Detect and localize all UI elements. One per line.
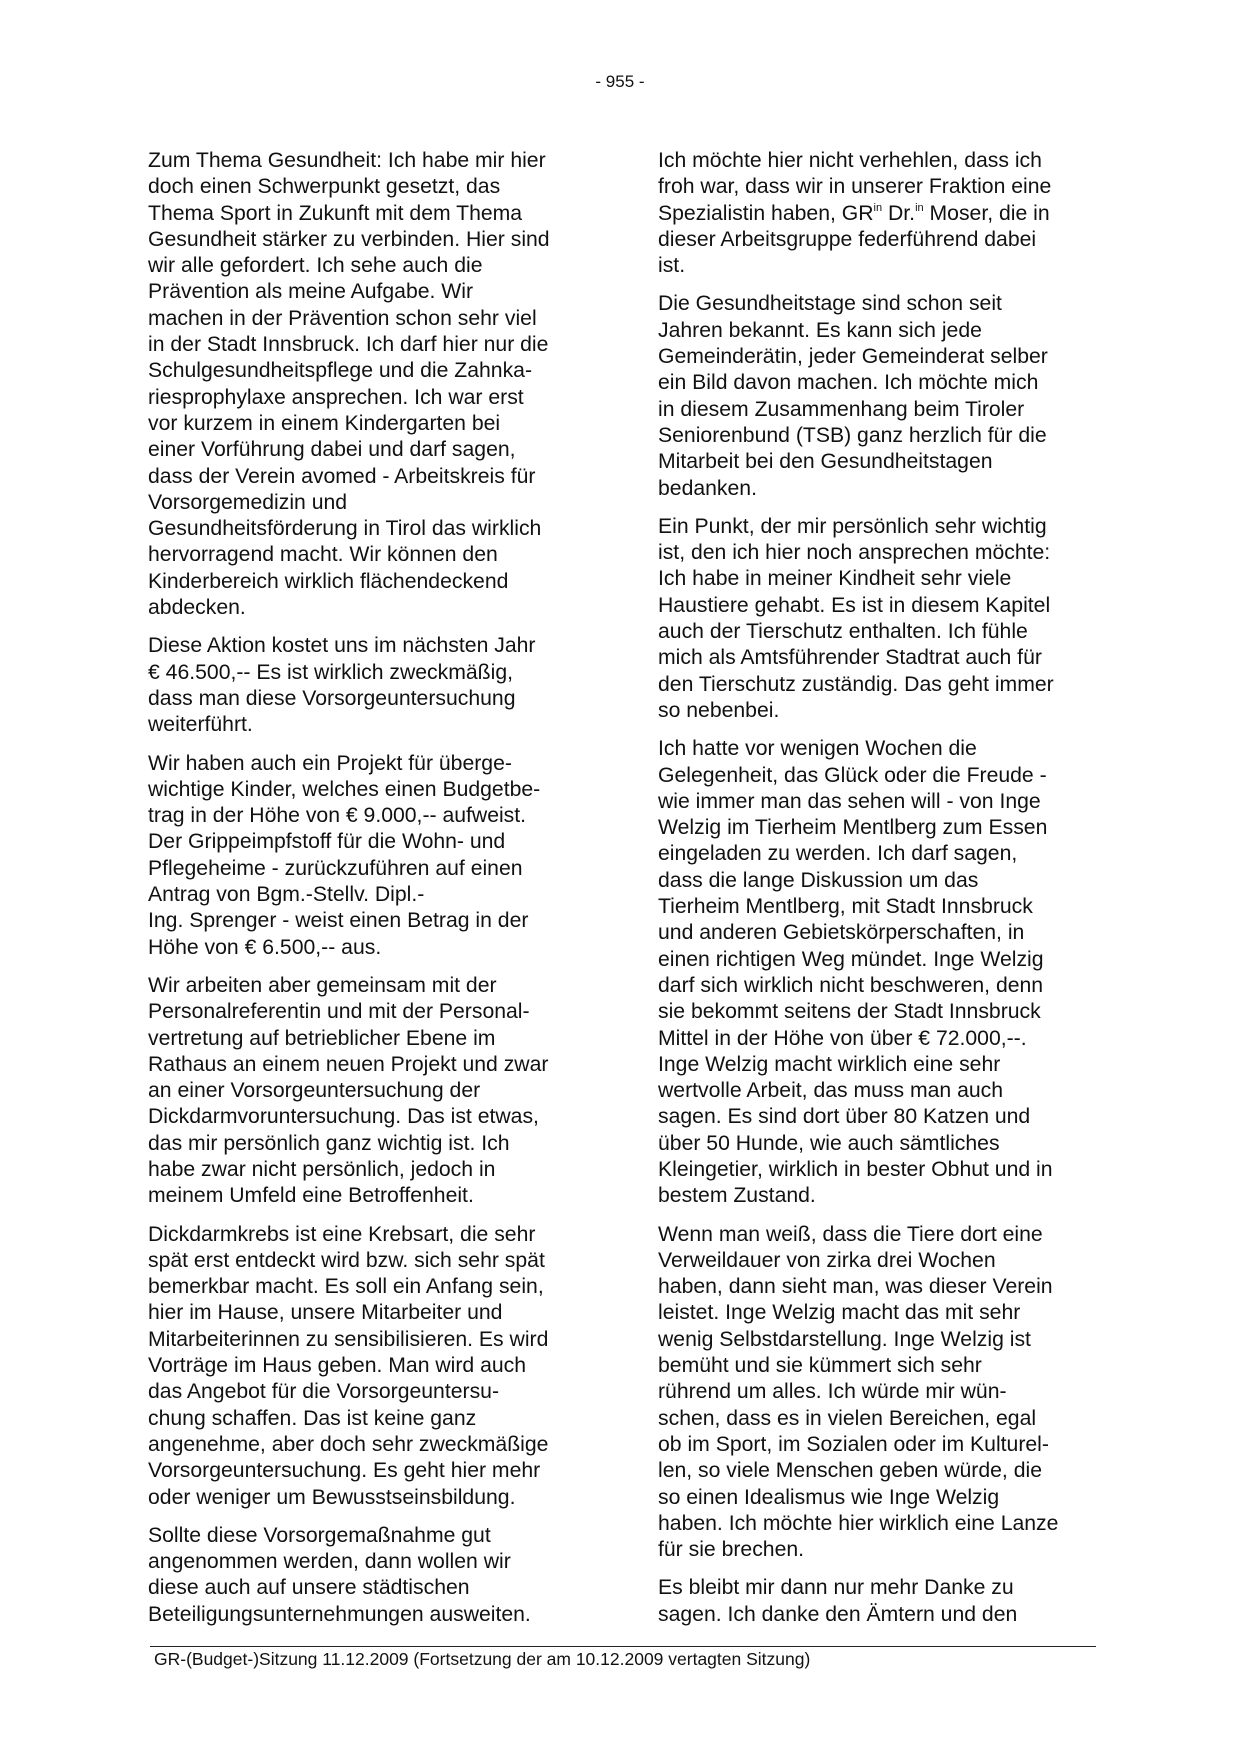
text-line: auch der Tierschutz enthalten. Ich fühle bbox=[658, 620, 1028, 644]
text-line: einen richtigen Weg mündet. Inge Welzig bbox=[658, 947, 1044, 971]
text-line: Rathaus an einem neuen Projekt und zwar bbox=[148, 1052, 549, 1076]
text-line: darf sich wirklich nicht beschweren, denn bbox=[658, 973, 1044, 997]
text-line bbox=[658, 201, 1094, 227]
text-line: mich als Amtsführender Stadtrat auch für bbox=[658, 646, 1042, 670]
text-line: sagen. Es sind dort über 80 Katzen und bbox=[658, 1105, 1031, 1129]
text-line: Welzig im Tierheim Mentlberg zum Essen bbox=[658, 816, 1048, 840]
text-line: das mir persönlich ganz wichtig ist. Ich bbox=[148, 1131, 510, 1155]
paragraph bbox=[658, 514, 1094, 724]
superscript: in bbox=[873, 201, 883, 214]
text-line: Antrag von Bgm.-Stellv. Dipl.- bbox=[148, 883, 425, 907]
text-line: Personalreferentin und mit der Personal- bbox=[148, 1000, 530, 1024]
text-line: Dickdarmvoruntersuchung. Das ist etwas, bbox=[148, 1105, 539, 1129]
text-line: Schulgesundheitspflege und die Zahnka- bbox=[148, 359, 533, 383]
text-line: riesprophylaxe ansprechen. Ich war erst bbox=[148, 385, 524, 409]
text-line: Gelegenheit, das Glück oder die Freude - bbox=[658, 763, 1047, 787]
text-line: ein Bild davon machen. Ich möchte mich bbox=[658, 371, 1039, 395]
text-line: habe zwar nicht persönlich, jedoch in bbox=[148, 1157, 496, 1181]
text-line: Verweildauer von zirka drei Wochen bbox=[658, 1248, 996, 1272]
text-line: den Tierschutz zuständig. Das geht immer bbox=[658, 672, 1054, 696]
paragraph bbox=[148, 973, 584, 1210]
text-line: Der Grippeimpfstoff für die Wohn- und bbox=[148, 830, 506, 854]
footer-text: GR-(Budget-)Sitzung 11.12.2009 (Fortsetzung der am 10.12.2009 vertagten Sitzung) bbox=[154, 1649, 811, 1669]
text-line: Ein Punkt, der mir persönlich sehr wichtig bbox=[658, 514, 1047, 538]
text-line: Die Gesundheitstage sind schon seit bbox=[658, 292, 1002, 316]
text-line: angenehme, aber doch sehr zweckmäßige bbox=[148, 1432, 549, 1456]
paragraph bbox=[658, 1222, 1094, 1564]
text-line: wichtige Kinder, welches einen Budgetbe- bbox=[148, 777, 541, 801]
paragraph bbox=[658, 148, 1094, 279]
text-line: hervorragend macht. Wir können den bbox=[148, 543, 498, 567]
superscript: in bbox=[915, 201, 924, 214]
text-line: dieser Arbeitsgruppe federführend dabei bbox=[658, 227, 1037, 251]
text-line: Wir haben auch ein Projekt für überge- bbox=[148, 751, 512, 775]
text-line: rührend um alles. Ich würde mir wün- bbox=[658, 1380, 1007, 1404]
text-line: abdecken. bbox=[148, 596, 246, 620]
paragraph bbox=[148, 751, 584, 961]
text-fragment: Moser, die in bbox=[923, 201, 1050, 225]
text-line: wertvolle Arbeit, das muss man auch bbox=[658, 1079, 1004, 1103]
text-fragment: Spezialistin haben, GR bbox=[658, 201, 874, 225]
text-line: bedanken. bbox=[658, 476, 757, 500]
text-line: so nebenbei. bbox=[658, 698, 780, 722]
text-line: und anderen Gebietskörperschaften, in bbox=[658, 921, 1025, 945]
text-line: so einen Idealismus wie Inge Welzig bbox=[658, 1485, 1000, 1509]
text-line: leistet. Inge Welzig macht das mit sehr bbox=[658, 1301, 1021, 1325]
text-line: Vorsorgemedizin und bbox=[148, 490, 348, 514]
text-line: oder weniger um Bewusstseinsbildung. bbox=[148, 1485, 516, 1509]
text-line: sagen. Ich danke den Ämtern und den bbox=[658, 1602, 1018, 1626]
text-line: ist, den ich hier noch ansprechen möchte: bbox=[658, 541, 1051, 565]
text-line: bestem Zustand. bbox=[658, 1184, 816, 1208]
text-line: weiterführt. bbox=[148, 713, 253, 737]
text-line: Inge Welzig macht wirklich eine sehr bbox=[658, 1052, 1001, 1076]
text-line: Prävention als meine Aufgabe. Wir bbox=[148, 280, 474, 304]
text-line: Wenn man weiß, dass die Tiere dort eine bbox=[658, 1222, 1043, 1246]
text-line: haben. Ich möchte hier wirklich eine Lanze bbox=[658, 1511, 1059, 1535]
text-line: spät erst entdeckt wird bzw. sich sehr spät bbox=[148, 1248, 545, 1272]
paragraph bbox=[658, 1575, 1094, 1628]
text-line: in der Stadt Innsbruck. Ich darf hier nur die bbox=[148, 333, 549, 357]
text-line: Seniorenbund (TSB) ganz herzlich für die bbox=[658, 423, 1047, 447]
text-line: wie immer man das sehen will - von Inge bbox=[658, 789, 1041, 813]
text-line: bemerkbar macht. Es soll ein Anfang sein, bbox=[148, 1275, 544, 1299]
page-number: - 955 - bbox=[595, 72, 645, 91]
text-line: Höhe von € 6.500,-- aus. bbox=[148, 935, 382, 959]
text-line: dass die lange Diskussion um das bbox=[658, 868, 979, 892]
text-line: dass man diese Vorsorgeuntersuchung bbox=[148, 686, 516, 710]
text-line: diese auch auf unsere städtischen bbox=[148, 1576, 470, 1600]
text-line: doch einen Schwerpunkt gesetzt, das bbox=[148, 175, 501, 199]
text-line: € 46.500,-- Es ist wirklich zweckmäßig, bbox=[148, 660, 513, 684]
paragraph bbox=[658, 736, 1094, 1209]
right-column bbox=[658, 148, 1094, 1640]
text-line: Gesundheit stärker zu verbinden. Hier sind bbox=[148, 227, 550, 251]
text-line: Sollte diese Vorsorgemaßnahme gut bbox=[148, 1523, 491, 1547]
text-line: das Angebot für die Vorsorgeuntersu- bbox=[148, 1380, 499, 1404]
text-line: wir alle gefordert. Ich sehe auch die bbox=[148, 254, 483, 278]
text-line: Es bleibt mir dann nur mehr Danke zu bbox=[658, 1576, 1014, 1600]
text-line: meinem Umfeld eine Betroffenheit. bbox=[148, 1184, 474, 1208]
text-line: len, so viele Menschen geben würde, die bbox=[658, 1459, 1042, 1483]
text-line: Ich habe in meiner Kindheit sehr viele bbox=[658, 567, 1012, 591]
text-line: Ing. Sprenger - weist einen Betrag in der bbox=[148, 909, 529, 933]
text-line: Mitarbeit bei den Gesundheitstagen bbox=[658, 450, 993, 474]
text-line: Jahren bekannt. Es kann sich jede bbox=[658, 318, 982, 342]
left-column bbox=[148, 148, 584, 1640]
text-line: ob im Sport, im Sozialen oder im Kulturel- bbox=[658, 1432, 1049, 1456]
footer-divider bbox=[150, 1646, 1096, 1647]
paragraph bbox=[148, 1222, 584, 1511]
text-line: in diesem Zusammenhang beim Tiroler bbox=[658, 397, 1025, 421]
text-line: angenommen werden, dann wollen wir bbox=[148, 1550, 511, 1574]
text-line: Beteiligungsunternehmungen ausweiten. bbox=[148, 1602, 531, 1626]
text-line: Vorträge im Haus geben. Man wird auch bbox=[148, 1354, 527, 1378]
text-line: Kleingetier, wirklich in bester Obhut und in bbox=[658, 1157, 1053, 1181]
text-line: sie bekommt seitens der Stadt Innsbruck bbox=[658, 1000, 1041, 1024]
right-column-body bbox=[658, 291, 1094, 1628]
text-fragment: Dr. bbox=[882, 201, 916, 225]
paragraph bbox=[658, 291, 1094, 501]
text-line: an einer Vorsorgeuntersuchung der bbox=[148, 1079, 481, 1103]
text-line: wenig Selbstdarstellung. Inge Welzig ist bbox=[658, 1327, 1031, 1351]
text-line: dass der Verein avomed - Arbeitskreis für bbox=[148, 464, 536, 488]
text-line: ist. bbox=[658, 254, 686, 278]
paragraph bbox=[148, 633, 584, 738]
text-line: Wir arbeiten aber gemeinsam mit der bbox=[148, 973, 497, 997]
text-line: vor kurzem in einem Kindergarten bei bbox=[148, 411, 501, 435]
text-line: Pflegeheime - zurückzuführen auf einen bbox=[148, 856, 523, 880]
text-line: Tierheim Mentlberg, mit Stadt Innsbruck bbox=[658, 895, 1033, 919]
text-line: einer Vorführung dabei und darf sagen, bbox=[148, 438, 516, 462]
text-line: Dickdarmkrebs ist eine Krebsart, die sehr bbox=[148, 1222, 536, 1246]
text-line: Ich möchte hier nicht verhehlen, dass ich bbox=[658, 149, 1042, 172]
text-line: eingeladen zu werden. Ich darf sagen, bbox=[658, 842, 1018, 866]
text-line: froh war, dass wir in unserer Fraktion eine bbox=[658, 175, 1052, 199]
text-line: Gesundheitsförderung in Tirol das wirklich bbox=[148, 517, 542, 541]
text-line: Gemeinderätin, jeder Gemeinderat selber bbox=[658, 345, 1048, 369]
text-line: Diese Aktion kostet uns im nächsten Jahr bbox=[148, 634, 536, 658]
text-line: Zum Thema Gesundheit: Ich habe mir hier bbox=[148, 149, 546, 172]
text-line: Mitarbeiterinnen zu sensibilisieren. Es wird bbox=[148, 1327, 549, 1351]
text-line: hier im Hause, unsere Mitarbeiter und bbox=[148, 1301, 503, 1325]
text-line: Thema Sport in Zukunft mit dem Thema bbox=[148, 201, 523, 225]
text-line: trag in der Höhe von € 9.000,-- aufweist. bbox=[148, 804, 527, 828]
text-line: chung schaffen. Das ist keine ganz bbox=[148, 1406, 477, 1430]
text-line: für sie brechen. bbox=[658, 1538, 805, 1562]
text-line: Vorsorgeuntersuchung. Es geht hier mehr bbox=[148, 1459, 541, 1483]
text-line: über 50 Hunde, wie auch sämtliches bbox=[658, 1131, 1000, 1155]
text-line: Mittel in der Höhe von über € 72.000,--. bbox=[658, 1026, 1027, 1050]
text-line: haben, dann sieht man, was dieser Verein bbox=[658, 1275, 1053, 1299]
text-line: Ich hatte vor wenigen Wochen die bbox=[658, 737, 977, 761]
text-line: bemüht und sie kümmert sich sehr bbox=[658, 1354, 982, 1378]
text-line: Kinderbereich wirklich flächendeckend bbox=[148, 569, 509, 593]
paragraph bbox=[148, 148, 584, 621]
text-line: vertretung auf betrieblicher Ebene im bbox=[148, 1026, 496, 1050]
text-line: schen, dass es in vielen Bereichen, egal bbox=[658, 1406, 1037, 1430]
paragraph bbox=[148, 1523, 584, 1628]
text-line: machen in der Prävention schon sehr viel bbox=[148, 306, 537, 330]
text-line: Haustiere gehabt. Es ist in diesem Kapitel bbox=[658, 593, 1051, 617]
